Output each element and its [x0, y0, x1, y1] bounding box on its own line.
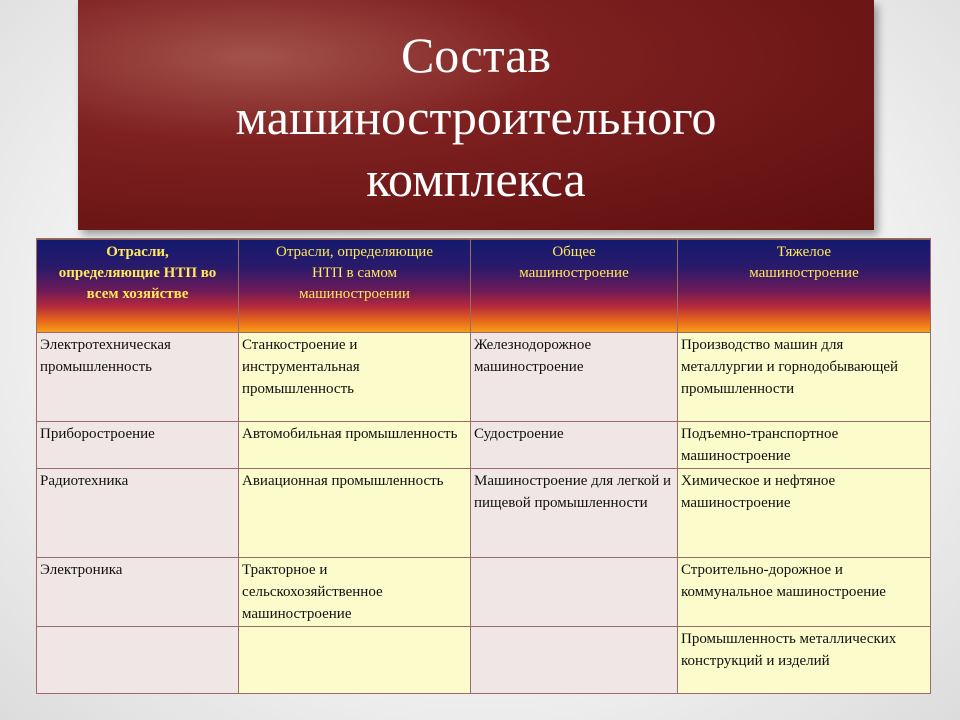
header-cell — [37, 239, 239, 333]
header-label: Отрасли, определяющие НТП в самом машиностроении — [275, 244, 433, 302]
table-cell: Химическое и нефтяное машиностроение — [678, 469, 931, 558]
table-cell: Приборостроение — [37, 422, 239, 469]
table-row — [37, 333, 931, 422]
header-cell — [471, 239, 678, 333]
table-header-row — [37, 239, 931, 333]
header-label: Общее машиностроение — [519, 244, 629, 281]
slide-title: Состав машиностроительного комплекса — [235, 27, 717, 207]
table-cell — [471, 558, 678, 627]
table-row — [37, 469, 931, 558]
table-cell: Авиационная промышленность — [239, 469, 471, 558]
slide-title-banner — [78, 0, 874, 230]
header-label: Тяжелое машиностроение — [749, 244, 859, 281]
table-cell: Судостроение — [471, 422, 678, 469]
header-cell — [678, 239, 931, 333]
table-cell: Производство машин для металлургии и горнодобывающей промышленности — [678, 333, 931, 422]
table-cell: Строительно-дорожное и коммунальное машиностроение — [678, 558, 931, 627]
table-cell: Электротехническая промышленность — [37, 333, 239, 422]
header-cell — [239, 239, 471, 333]
table-cell: Радиотехника — [37, 469, 239, 558]
table-cell: Машиностроение для легкой и пищевой промышленности — [471, 469, 678, 558]
table-cell: Электроника — [37, 558, 239, 627]
table-cell: Автомобильная промышленность — [239, 422, 471, 469]
table-cell — [471, 627, 678, 694]
table-row — [37, 558, 931, 627]
table-cell: Подъемно-транспортное машиностроение — [678, 422, 931, 469]
table-cell: Промышленность металлических конструкций и изделий — [678, 627, 931, 694]
table-cell: Станкостроение и инструментальная промышленность — [239, 333, 471, 422]
table-cell — [239, 627, 471, 694]
table-cell: Железнодорожное машиностроение — [471, 333, 678, 422]
industry-table — [36, 238, 931, 694]
table-row — [37, 627, 931, 694]
table-cell: Тракторное и сельскохозяйственное машиностроение — [239, 558, 471, 627]
header-label: Отрасли, определяющие НТП во всем хозяйстве — [58, 244, 217, 302]
table-row — [37, 422, 931, 469]
table-cell — [37, 627, 239, 694]
